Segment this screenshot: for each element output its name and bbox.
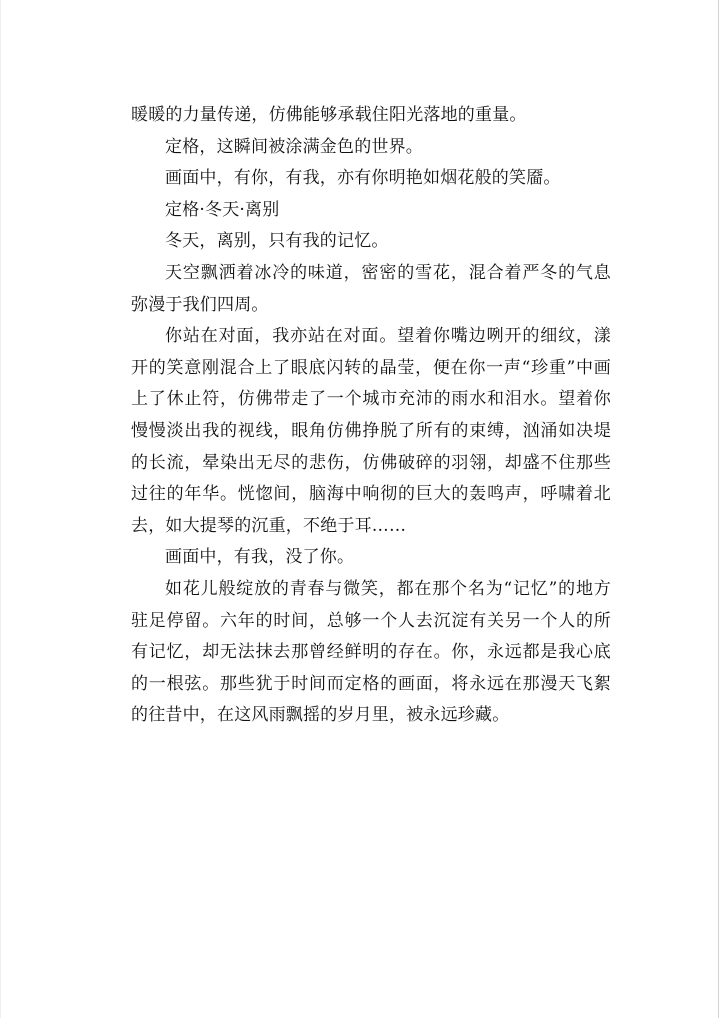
paragraph: 画面中，有我，没了你。: [165, 547, 355, 568]
paragraph: 画面中，有你，有我，亦有你明艳如烟花般的笑靥。: [165, 168, 561, 189]
document-body: [131, 100, 611, 732]
paragraph: 冬天，离别，只有我的记忆。: [165, 231, 389, 252]
paragraph: 天空飘洒着冰冷的味道，密密的雪花，混合着严冬的气息弥漫于我们四周。: [131, 262, 611, 315]
paragraph: 你站在对面，我亦站在对面。望着你嘴边咧开的细纹，漾开的笑意刚混合上了眼底闪转的晶莹，便在你一声“珍重”中画上了休止符，仿佛带走了一个城市充沛的雨水和泪水。望着你慢慢淡出我的视线，眼角仿佛挣脱了所有的束缚，汹涌如决堤的长流，晕染出无尽的悲伤，仿佛破碎的羽翎，却盛不住那些过往的年华。恍惚间，脑海中响彻的巨大的轰鸣声，呼啸着北去，如大提琴的沉重，不绝于耳……: [131, 326, 611, 536]
section-heading: 定格·冬天·离别: [165, 199, 280, 220]
paragraph: 如花儿般绽放的青春与微笑，都在那个名为“记忆”的地方驻足停留。六年的时间，总够一个人去沉淀有关另一个人的所有记忆，却无法抹去那曾经鲜明的存在。你，永远都是我心底的一根弦。那些犹于时间而定格的画面，将永远在那漫天飞絮的往昔中，在这风雨飘摇的岁月里，被永远珍藏。: [131, 578, 611, 726]
paragraph-continued: 暖暖的力量传递，仿佛能够承载住阳光落地的重量。: [131, 105, 527, 125]
paragraph: 定格，这瞬间被涂满金色的世界。: [165, 136, 423, 157]
